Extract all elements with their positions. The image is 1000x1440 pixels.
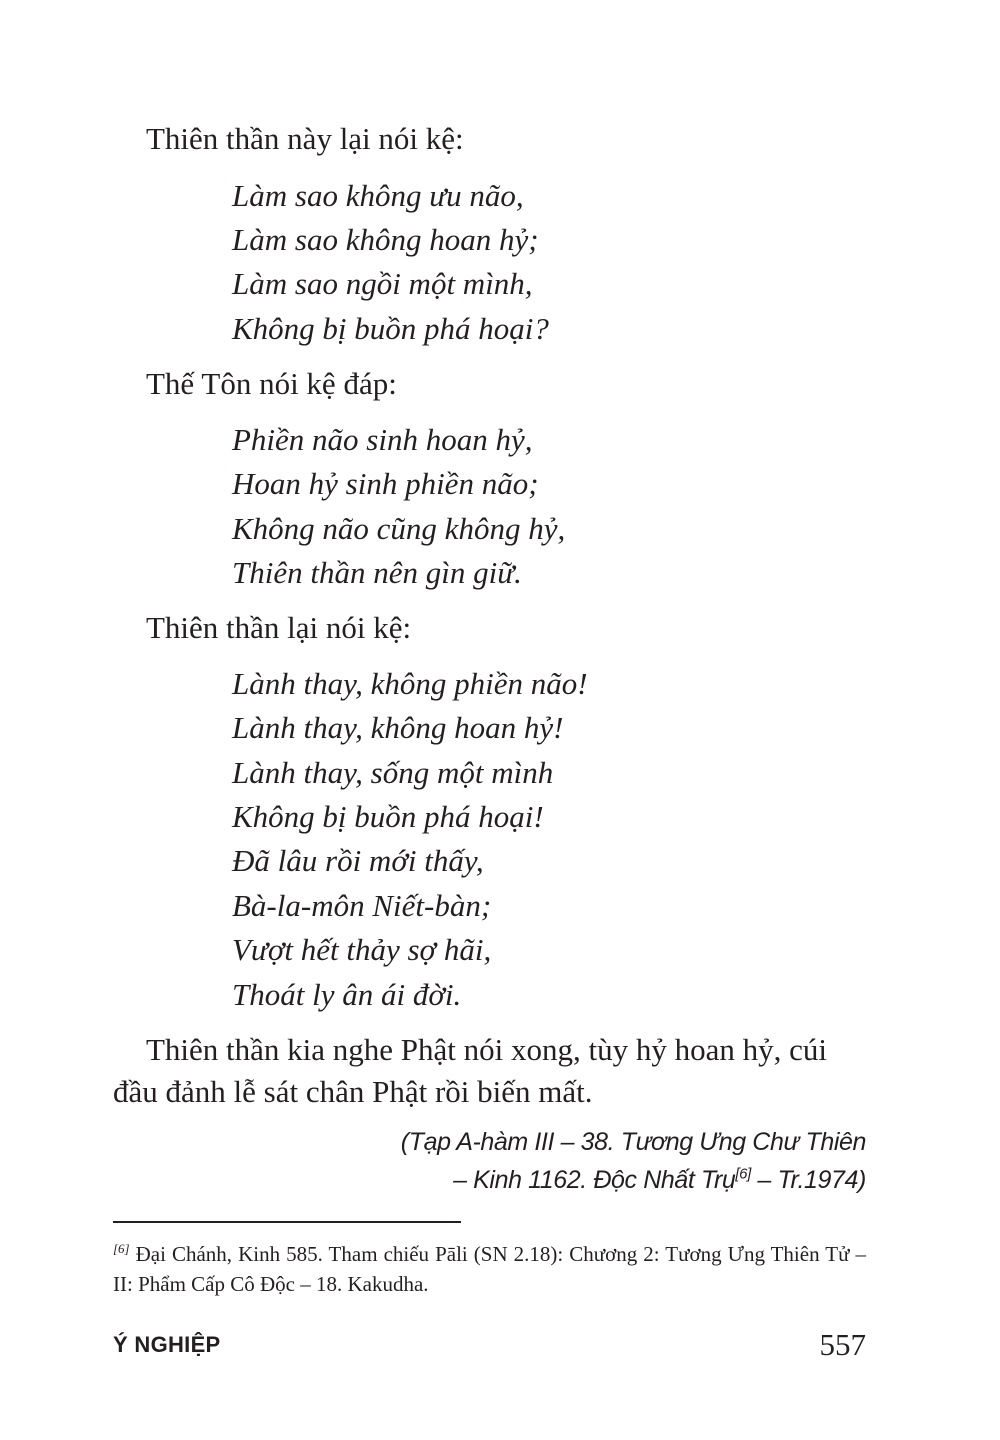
verse-line: Đã lâu rồi mới thấy, — [232, 843, 484, 878]
prose-line: Thiên thần này lại nói kệ: — [146, 121, 464, 156]
citation-line-2 — [453, 1162, 866, 1198]
footnote-separator — [113, 1221, 461, 1223]
verse-line: Thiên thần nên gìn giữ. — [232, 555, 522, 590]
footnote-marker: [6] — [113, 1241, 130, 1256]
verse-line: Làm sao không ưu não, — [232, 178, 524, 213]
footnote-reference[interactable]: [6] — [735, 1165, 751, 1183]
page-number: 557 — [819, 1327, 866, 1362]
prose-line: Thiên thần lại nói kệ: — [146, 610, 412, 645]
verse-line: Lành thay, sống một mình — [232, 755, 554, 790]
citation-page: – Tr.1974) — [750, 1166, 866, 1194]
verse-line: Làm sao không hoan hỷ; — [232, 222, 539, 257]
verse-line: Lành thay, không hoan hỷ! — [232, 710, 564, 745]
verse-line: Vượt hết thảy sợ hãi, — [232, 932, 492, 967]
closing-line-1: Thiên thần kia nghe Phật nói xong, tùy hỷ hoan hỷ, cúi — [146, 1032, 828, 1067]
verse-line: Làm sao ngồi một mình, — [232, 266, 533, 301]
verse-line: Lành thay, không phiền não! — [232, 666, 588, 701]
footnote-text: Đại Chánh, Kinh 585. Tham chiếu Pāli (SN 2.18): Chương 2: Tương Ưng Thiên Tử – II: Phẩm Cấp Cô Độc – 18. Kakudha. — [113, 1242, 866, 1296]
running-title: Ý NGHIỆP — [113, 1332, 221, 1357]
verse-line: Bà-la-môn Niết-bàn; — [232, 888, 492, 923]
verse-line: Phiền não sinh hoan hỷ, — [232, 422, 533, 457]
citation-line-1: (Tạp A-hàm III – 38. Tương Ưng Chư Thiên — [400, 1128, 866, 1156]
prose-line: Thế Tôn nói kệ đáp: — [146, 366, 397, 401]
citation-source: – Kinh 1162. Độc Nhất Trụ — [453, 1166, 736, 1194]
footnote — [113, 1239, 866, 1299]
closing-line-2: đầu đảnh lễ sát chân Phật rồi biến mất. — [113, 1074, 593, 1109]
verse-line: Hoan hỷ sinh phiền não; — [232, 466, 539, 501]
verse-line: Không não cũng không hỷ, — [232, 511, 566, 546]
verse-line: Không bị buồn phá hoại! — [232, 799, 544, 834]
verse-line: Không bị buồn phá hoại? — [232, 311, 549, 346]
verse-line: Thoát ly ân ái đời. — [232, 977, 462, 1012]
